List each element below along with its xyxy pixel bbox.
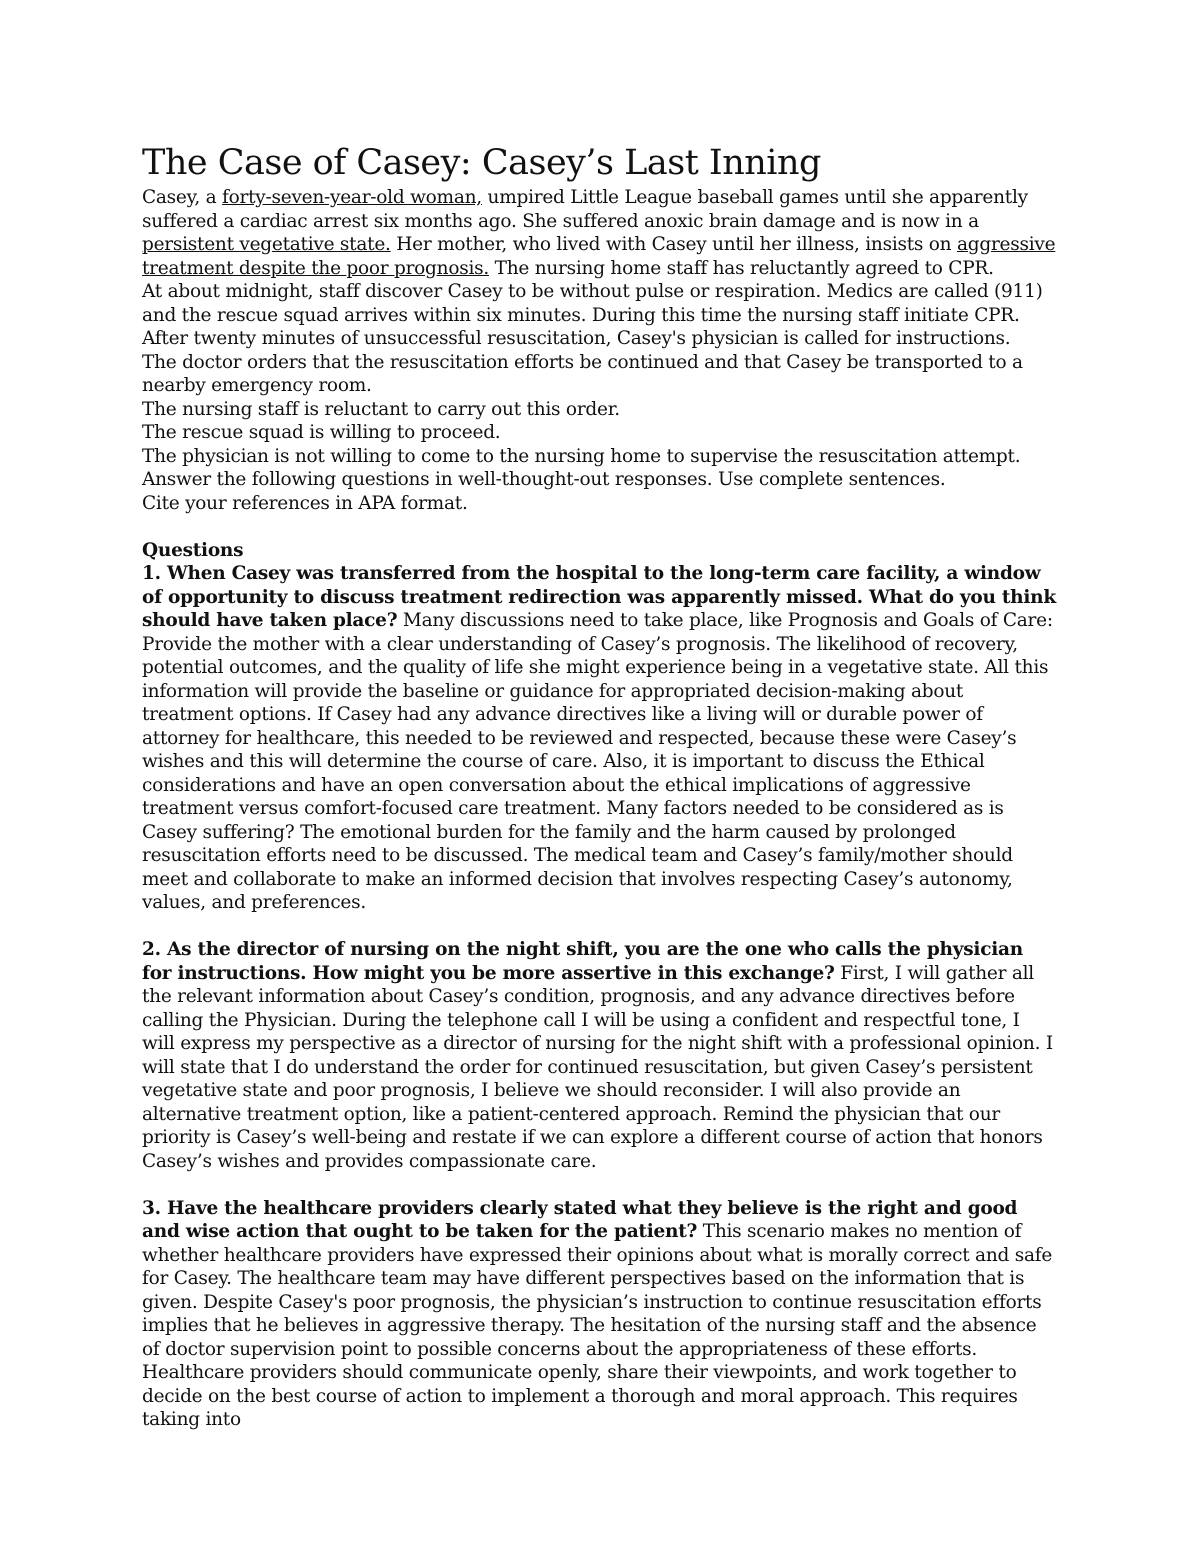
intro-line: The nursing staff is reluctant to carry out this order.	[142, 398, 620, 420]
intro-text: The nursing home staff has reluctantly agreed to CPR.	[489, 257, 994, 279]
questions-heading	[142, 539, 1057, 563]
intro-text: umpired Little League baseball games until she apparently suffered a cardiac arrest six months ago. She suffered anoxic brain damage and is now in a	[142, 187, 1028, 232]
intro-line: Answer the following questions in well-thought-out responses. Use complete sentences.	[142, 469, 946, 490]
spacer	[142, 1173, 1057, 1197]
intro-line: After twenty minutes of unsuccessful resuscitation, Casey's physician is called for instructions.	[142, 328, 1011, 349]
intro-text: Casey, a	[142, 187, 223, 208]
spacer	[142, 915, 1057, 939]
intro-paragraph	[142, 186, 1057, 280]
underlined-condition: persistent vegetative state.	[142, 234, 391, 255]
intro-text: Her mother, who lived with Casey until her illness, insists on	[390, 234, 957, 255]
spacer	[142, 515, 1057, 539]
underlined-treatment: aggressive treatment despite the poor prognosis.	[142, 234, 1056, 279]
answer-text: Many discussions need to take place, like Prognosis and Goals of Care: Provide the mother with a clear understanding of Casey’s prognosis. The likelihood of recovery, potential outcomes, and the quality of life she might experience being in a vegetative state. All this information will provide the baseline or guidance for appropriated decision-making about treatment options. If Casey had any advance directives like a living will or durable power of attorney for healthcare, this needed to be reviewed and respected, because these were Casey’s wishes and this will determine the course of care. Also, it is important to discuss the Ethical considerations and have an open conversation about the ethical implications of aggressive treatment versus comfort-focused care treatment. Many factors needed to be considered as is Casey suffering? The emotional burden for the family and the harm caused by prolonged resuscitation efforts need to be discussed. The medical team and Casey’s family/mother should meet and collaborate to make an informed decision that involves respecting Casey’s autonomy, values, and preferences.	[142, 610, 1053, 913]
answer-text: This scenario makes no mention of whether healthcare providers have expressed their opinions about what is morally correct and safe for Casey. The healthcare team may have different perspectives based on the information that is given. Despite Casey's poor prognosis, the physician’s instruction to continue resuscitation efforts implies that he believes in aggressive therapy. The hesitation of the nursing staff and the absence of doctor supervision point to possible concerns about the appropriateness of these efforts. Healthcare providers should communicate openly, share their viewpoints, and work together to decide on the best course of action to implement a thorough and moral approach. This requires taking into	[142, 1221, 1053, 1430]
intro-line: The rescue squad is willing to proceed.	[142, 422, 501, 443]
document-page	[142, 140, 1057, 1432]
intro-line: The physician is not willing to come to the nursing home to supervise the resuscitation attempt.	[142, 445, 1021, 467]
question-text: 1. When Casey was transferred from the hospital to the long-term care facility, a window of opportunity to discuss treatment redirection was apparently missed. What do you think should have taken place?	[142, 563, 1056, 631]
intro-line: Cite your references in APA format.	[142, 492, 468, 514]
question-text: 3. Have the healthcare providers clearly stated what they believe is the right and good and wise action that ought to be taken for the patient?	[142, 1197, 1018, 1242]
underlined-age: forty-seven-year-old woman,	[222, 187, 482, 208]
question-block-2	[142, 938, 1057, 1173]
question-text: 2. As the director of nursing on the night shift, you are the one who calls the physician for instructions. How might you be more assertive in this exchange?	[142, 939, 1023, 984]
answer-text: First, I will gather all the relevant information about Casey’s condition, prognosis, and any advance directives before calling the Physician. During the telephone call I will be using a confident and respectful tone, I will express my perspective as a director of nursing for the night shift with a professional opinion. I will state that I do understand the order for continued resuscitation, but given Casey’s persistent vegetative state and poor prognosis, I believe we should reconsider. I will also provide an alternative treatment option, like a patient-centered approach. Remind the physician that our priority is Casey’s well-being and restate if we can explore a different course of action that honors Casey’s wishes and provides compassionate care.	[142, 962, 1053, 1172]
question-block-1	[142, 562, 1057, 915]
question-block-3	[142, 1197, 1057, 1432]
intro-line: The doctor orders that the resuscitation efforts be continued and that Casey be transported to a nearby emergency room.	[142, 351, 1023, 396]
intro-line: At about midnight, staff discover Casey to be without pulse or respiration. Medics are called (911) and the rescue squad arrives within six minutes. During this time the nursing staff initiate CPR.	[142, 281, 1043, 326]
questions-heading-text: Questions	[142, 539, 244, 561]
document-title: The Case of Casey: Casey’s Last Inning	[142, 143, 821, 183]
